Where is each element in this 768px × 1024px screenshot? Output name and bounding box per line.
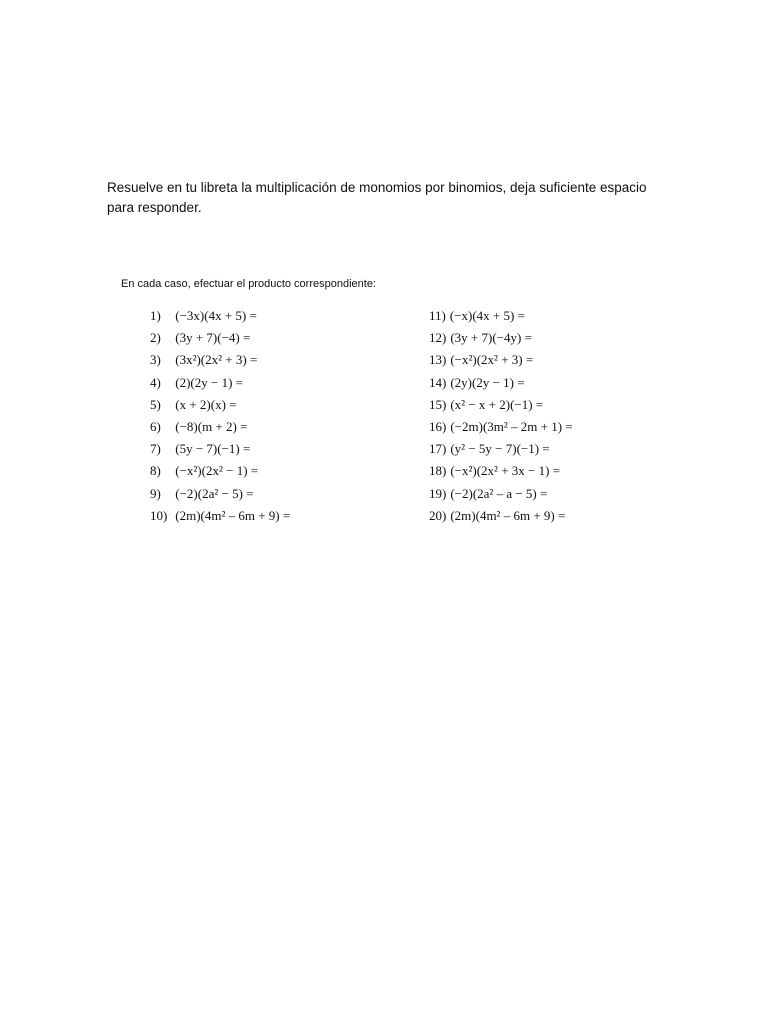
- exercise-number: 6): [150, 418, 161, 434]
- exercise-item: [150, 460, 290, 482]
- exercise-number: 9): [150, 485, 161, 501]
- exercise-expression: (3y + 7)(−4) =: [175, 330, 251, 346]
- exercise-expression: (x + 2)(x) =: [175, 396, 237, 412]
- exercise-number: 15): [429, 396, 447, 412]
- exercise-expression: (−2m)(3m² – 2m + 1) =: [450, 418, 573, 434]
- exercise-number: 17): [429, 441, 447, 457]
- exercise-number: 16): [429, 418, 447, 434]
- exercise-item: [150, 438, 290, 460]
- exercise-item: [429, 372, 573, 394]
- exercise-expression: (x² − x + 2)(−1) =: [450, 396, 544, 412]
- exercise-subtitle: En cada caso, efectuar el producto correspondiente:: [121, 278, 376, 290]
- exercise-number: 11): [429, 308, 446, 323]
- exercise-expression: (−x²)(2x² − 1) =: [175, 463, 259, 479]
- exercise-item: [150, 416, 290, 438]
- exercise-number: 5): [150, 396, 161, 412]
- exercise-item: [429, 394, 573, 416]
- exercise-item: [150, 394, 290, 416]
- exercise-number: 13): [429, 352, 447, 368]
- exercise-item: [429, 505, 573, 527]
- exercise-expression: (−x)(4x + 5) =: [449, 308, 525, 323]
- exercise-number: 7): [150, 441, 161, 457]
- exercise-item: [429, 349, 573, 371]
- exercise-expression: (3x²)(2x² + 3) =: [175, 352, 258, 368]
- exercise-number: 20): [429, 507, 447, 523]
- exercise-number: 4): [150, 374, 161, 390]
- exercise-number: 1): [150, 308, 161, 323]
- exercise-number: 8): [150, 463, 161, 479]
- exercise-expression: (−x²)(2x² + 3) =: [450, 352, 534, 368]
- instructions-text: Resuelve en tu libreta la multiplicación de monomios por binomios, deja suficiente espacio para responder.: [107, 180, 647, 215]
- exercise-number: 3): [150, 352, 161, 368]
- exercise-number: 19): [429, 485, 447, 501]
- exercise-number: 14): [429, 374, 447, 390]
- exercise-item: [150, 483, 290, 505]
- exercise-expression: (2)(2y − 1) =: [175, 374, 243, 390]
- exercise-number: 18): [429, 463, 447, 479]
- exercise-item: [429, 305, 573, 327]
- exercise-item: [150, 349, 290, 371]
- exercise-item: [429, 438, 573, 460]
- exercise-expression: (−x²)(2x² + 3x − 1) =: [450, 463, 561, 479]
- exercise-item: [150, 327, 290, 349]
- exercise-expression: (3y + 7)(−4y) =: [450, 330, 532, 346]
- exercise-list-right: [429, 305, 573, 527]
- exercise-number: 2): [150, 330, 161, 346]
- exercise-expression: (2m)(4m² – 6m + 9) =: [175, 507, 291, 523]
- exercise-item: [429, 483, 573, 505]
- exercise-expression: (y² − 5y − 7)(−1) =: [450, 441, 550, 457]
- exercise-expression: (−2)(2a² − 5) =: [175, 485, 254, 501]
- exercise-expression: (5y − 7)(−1) =: [175, 441, 251, 457]
- exercise-item: [150, 305, 290, 327]
- exercise-expression: (2y)(2y − 1) =: [450, 374, 525, 390]
- exercise-expression: (−2)(2a² – a − 5) =: [450, 485, 548, 501]
- exercise-number: 10): [150, 507, 168, 523]
- exercise-item: [429, 327, 573, 349]
- exercise-number: 12): [429, 330, 447, 346]
- exercise-list-left: [150, 305, 290, 527]
- exercise-item: [150, 372, 290, 394]
- exercise-item: [150, 505, 290, 527]
- exercise-item: [429, 460, 573, 482]
- exercise-expression: (−8)(m + 2) =: [175, 418, 248, 434]
- exercise-expression: (2m)(4m² – 6m + 9) =: [450, 507, 566, 523]
- exercise-item: [429, 416, 573, 438]
- exercise-expression: (−3x)(4x + 5) =: [175, 308, 257, 323]
